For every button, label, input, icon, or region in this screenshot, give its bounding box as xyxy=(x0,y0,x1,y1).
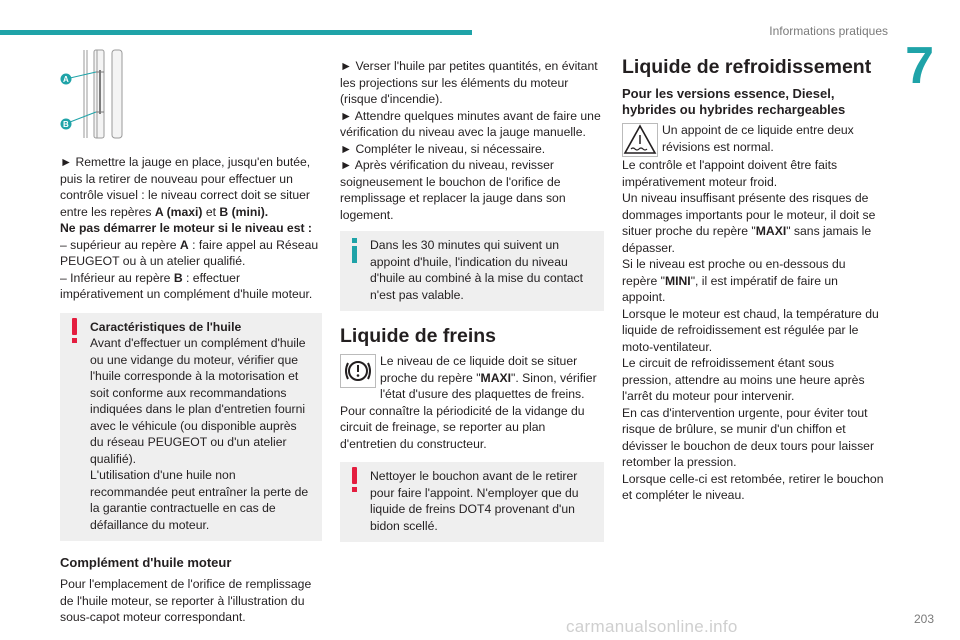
paragraph-screw-cap: ► Après vérification du niveau, revisser soigneusement le bouchon de l'orifice de remplissage et replacer la jauge dans son logement. xyxy=(340,158,566,222)
note-body: Avant d'effectuer un complément d'huile ou une vidange du moteur, vérifier que l'huile corresponde à la motorisation et soit conforme aux recommandations indiquées dans le plan d'entretien fourni avec le véhicule (ou disponible auprès du réseau PEUGEOT ou d'un atelier qualifié). xyxy=(90,336,306,466)
dipstick-illustration xyxy=(60,48,322,140)
paragraph-wait: ► Attendre quelques minutes avant de faire une vérification du niveau avec la jauge manuelle. xyxy=(340,108,601,139)
subheading-versions: Pour les versions essence, Diesel, hybrides ou hybrides rechargeables xyxy=(622,86,846,117)
marker-a-label: A xyxy=(63,75,69,84)
oil-info-note: Dans les 30 minutes qui suivent un appoint d'huile, l'indication du niveau d'huile au combiné à la mise du contact n'est pas valable. xyxy=(340,231,604,311)
paragraph-coolant-fan: Lorsque le moteur est chaud, la température du liquide de refroidissement est régulée par le moto-ventilateur. xyxy=(622,306,879,354)
watermark: carmanualsonline.info xyxy=(566,617,738,636)
chapter-number: 7 xyxy=(905,37,934,95)
paragraph-coolant-urgent: En cas d'intervention urgente, pour éviter tout risque de brûlure, se munir d'un chiffon et dévisser le bouchon de deux tours pour laisser retomber la pression. xyxy=(622,405,875,469)
paragraph-pour-oil: ► Verser l'huile par petites quantités, en évitant les projections sur les éléments du moteur (risque d'incendie). xyxy=(340,59,598,106)
heading-brake-fluid: Liquide de freins xyxy=(340,325,497,347)
paragraph-coolant-mini: Si le niveau est proche ou en-dessous du repère "MINI", il est impératif de faire un appoint. xyxy=(622,257,846,304)
warning-exclamation-icon xyxy=(69,318,81,344)
paragraph-coolant-finish: Lorsque celle-ci est retombée, retirer le bouchon et compléter le niveau. xyxy=(622,471,884,502)
brake-fluid-icon xyxy=(340,354,376,388)
paragraph-coolant-low: Un niveau insuffisant présente des risques de dommages importants pour le moteur, il doit se situer proche du repère "MAXI" sans jamais le dépasser. xyxy=(622,191,876,255)
header-accent-bar xyxy=(0,30,472,35)
column-1 xyxy=(60,48,322,626)
column-3 xyxy=(622,56,884,504)
note-title: Caractéristiques de l'huile xyxy=(90,319,242,334)
heading-coolant: Liquide de refroidissement xyxy=(622,56,872,78)
dipstick-diagram xyxy=(60,48,322,140)
column-2 xyxy=(340,58,604,542)
paragraph-coolant-cold: Le contrôle et l'appoint doivent être faits impérativement moteur froid. xyxy=(622,158,838,189)
paragraph-brake-interval: Pour connaître la périodicité de la vidange du circuit de freinage, se reporter au plan d'entretien du constructeur. xyxy=(340,403,585,451)
page-number: 203 xyxy=(913,612,934,626)
header-title: Informations pratiques xyxy=(769,24,888,38)
paragraph-dipstick-check: ► Remettre la jauge en place, jusqu'en butée, puis la retirer de nouveau pour effectuer un contrôle visuel : le niveau correct doit se situer entre les repères A (maxi) et B (mini). xyxy=(60,155,311,219)
info-icon xyxy=(350,238,360,262)
paragraph-coolant-normal: Un appoint de ce liquide entre deux révisions est normal. xyxy=(662,123,854,154)
paragraph-above-a: – supérieur au repère A : faire appel au Réseau PEUGEOT ou à un atelier qualifié. xyxy=(60,237,319,268)
note-body-2: L'utilisation d'une huile non recommandée peut entraîner la perte de la garantie contractuelle en cas de défaillance du moteur. xyxy=(90,468,309,532)
marker-b-label: B xyxy=(63,120,69,129)
paragraph-no-start-warning: Ne pas démarrer le moteur si le niveau est : xyxy=(60,221,312,235)
paragraph-below-b: – Inférieur au repère B : effectuer impérativement un complément d'huile moteur. xyxy=(60,270,313,301)
paragraph-oil-filler: Pour l'emplacement de l'orifice de remplissage de l'huile moteur, se reporter à l'illustration du sous-capot moteur correspondant. xyxy=(60,577,312,624)
brake-warning-note: Nettoyer le bouchon avant de le retirer pour faire l'appoint. N'employer que du liquide de freins DOT4 provenant d'un bidon scellé. xyxy=(340,462,604,542)
paragraph-top-up: ► Compléter le niveau, si nécessaire. xyxy=(340,141,546,156)
hot-coolant-icon xyxy=(622,123,658,157)
paragraph-brake-level: Le niveau de ce liquide doit se situer proche du repère "MAXI". Sinon, vérifier l'état d'usure des plaquettes de freins. xyxy=(380,354,597,401)
subheading-oil-topup: Complément d'huile moteur xyxy=(60,555,232,570)
oil-characteristics-note xyxy=(60,313,322,542)
paragraph-coolant-pressure: Le circuit de refroidissement étant sous pression, attendre au moins une heure après l'arrêt du moteur pour intervenir. xyxy=(622,356,865,403)
warning-exclamation-icon xyxy=(349,467,361,493)
